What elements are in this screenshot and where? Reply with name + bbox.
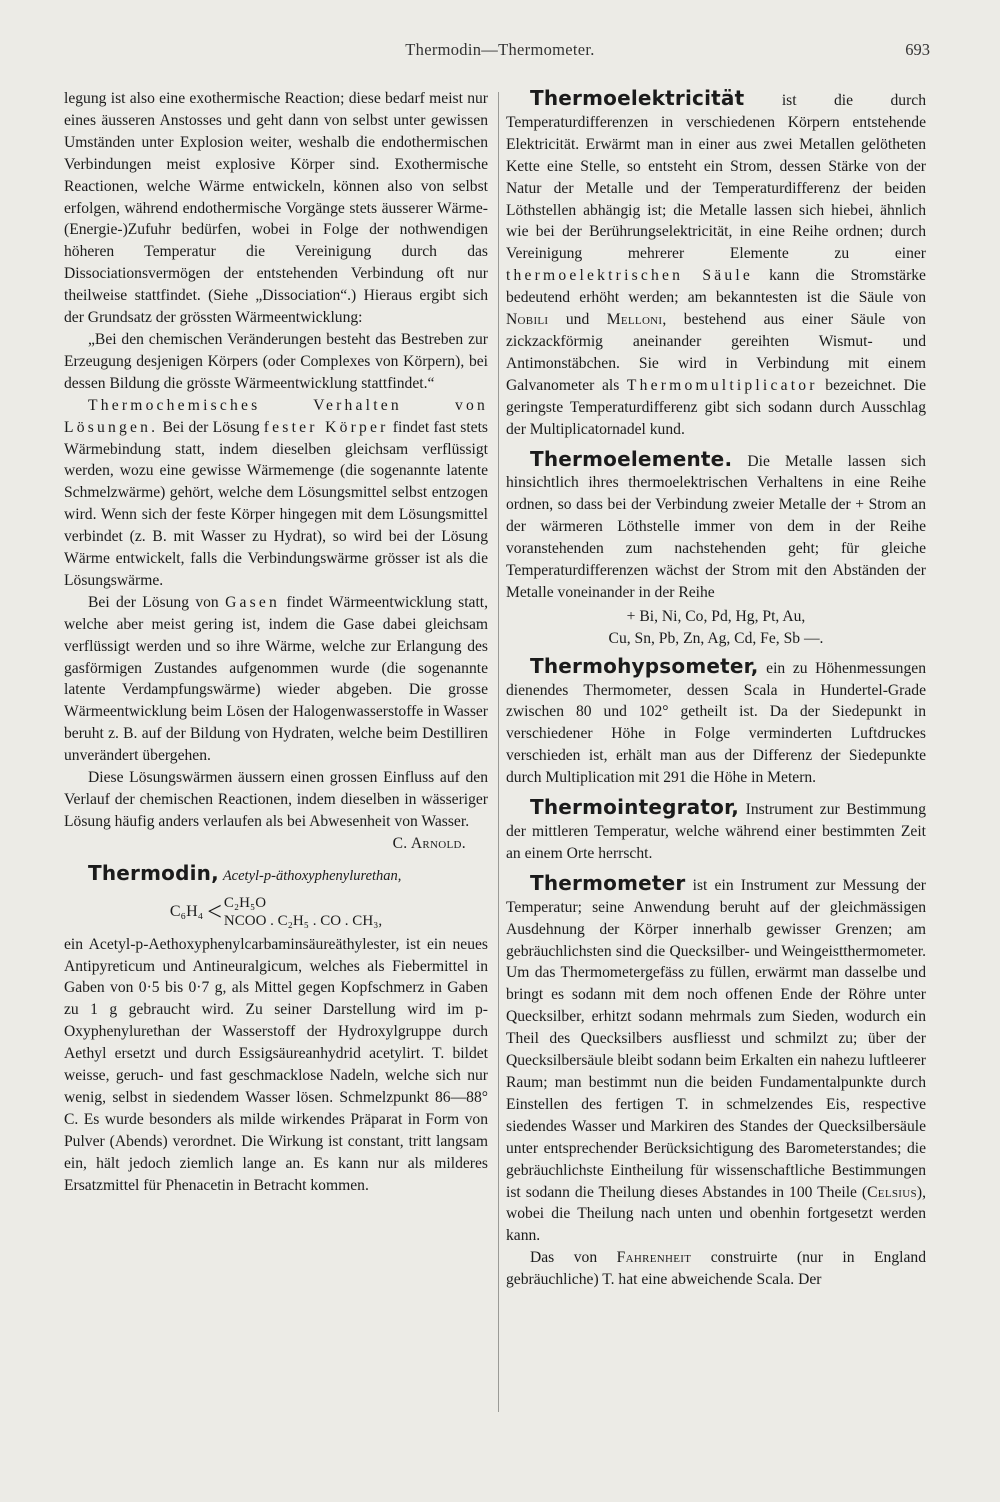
page-header [0, 40, 1000, 64]
paragraph-solution-heats: Diese Lösungswärmen äussern einen grossen Einfluss auf den Verlauf der chemischen Reactionen, indem dieselben in wässeriger Lösung häufig anders verlaufen als bei Abwesenheit von Wasser. [64, 769, 488, 830]
right-column [506, 88, 926, 1291]
formula-top: C₂H₅O [223, 894, 267, 911]
paragraph-thermodin: ein Acetyl-p-Aethoxyphenylcarbaminsäureäthylester, ist ein neues Antipyreticum und Antineuralgicum, welches als Fiebermittel in Gaben von 0·5 bis 0·7 g, als Mittel gegen Kopfschmerz in Gaben zu 1 g gebraucht wird. Zu seiner Darstellung wird im p-Oxyphenylurethan der Wasserstoff der Hydroxylgruppe durch Aethyl ersetzt und durch Essigsäureanhydrid acetylirt. T. bildet weisse, geruch- und fast geschmacklose Nadeln, welche sich nur wenig, selbst in siedendem Wasser lösen. Schmelzpunkt 86—88° C. Es wurde besonders als milde wirkendes Präparat in Form von Pulver (Abends) verordnet. Die Wirkung ist constant, tritt langsam ein, hält jedoch ziemlich lange an. Es kann nur als milderes Ersatzmittel für Phenacetin in Betracht kommen. [64, 935, 488, 1194]
paragraph-gases: Bei der Lösung von Gasen findet Wärmeentwicklung statt, welche aber meist gering ist, indem die Gase dabei gleichsam verflüssigt werden und so ihre Wärme, welche zur Erlangung des gasförmigen Zustandes aufgenommen wurde (die sogenannte latente Verdampfungswärme) wieder abgeben. Die grosse Wärmeentwicklung beim Lösen der Halogenwasserstoffe in Wasser beruht z. B. auf der Bildung von Hydraten, welche beim Destilliren unverändert übergehen. [64, 593, 489, 765]
column-divider [498, 92, 499, 1412]
name-fahrenheit: Fahrenheit [616, 1249, 692, 1267]
name-melloni: Melloni [606, 311, 663, 329]
headword-thermointegrator: Thermointegrator, [530, 795, 740, 820]
formula-branch: < [207, 896, 222, 926]
series-line-2: Cu, Sn, Pb, Zn, Ag, Cd, Fe, Sb —. [608, 629, 824, 647]
entry-thermometer: Thermometer ist ein Instrument zur Messung der Temperatur; seine Anwendung beruht auf der gleichmässigen Ausdehnung der Körper innerhalb gewisser Grenzen; am gebräuchlichsten sind die Quecksilber- und Weingeistthermometer. Um das Thermometergefäss zu füllen, erwärmt man dasselbe und bringt es sodann mit dem noch offenen Ende der Röhre unter Quecksilber, erhitzt sodann mehrmals zum Sieden, wodurch ein Theil des Quecksilbers ausfliesst und schmilzt zu; über der Quecksilbersäule bleibt sodann beim Erkalten ein nahezu luftleerer Raum; man bestimmt nun die beiden Fundamentalpunkte durch Einstellen des fertigen T. in schmelzendes Eis, respective siedendes Wasser und Markiren des Standes der Quecksilbersäule unter entsprechender Berücksichtigung des Barometerstandes; die gebräuchlichste Eintheilung für wissenschaftliche Bestimmungen ist sodann die Theilung dieses Abstandes in 100 Theile (Celsius), wobei die Theilung nach unten und obenhin fortgesetzt werden kann. [506, 870, 926, 1245]
thermoelectric-series [506, 606, 926, 650]
series-line-1: + Bi, Ni, Co, Pd, Hg, Pt, Au, [626, 607, 806, 625]
entry-thermoelektricitaet: Thermoelektricität ist die durch Temperaturdifferenzen in verschiedenen Körpern entstehende Elektricität. Erwärmt man in einer aus zwei Metallen gelötheten Kette eine Stelle, so entsteht ein Strom, dessen Stärke von der Natur der Metalle und der Temperaturdifferenz der beiden Löthstellen abhängig ist; die Metalle lassen sich hiebei, ähnlich wie bei der Berührungselektricität, in eine Reihe ordnen; durch Vereinigung mehrerer Elemente zu einer thermoelektrischen Säule kann die Stromstärke bedeutend erhöht werden; am bekanntesten ist die Säule von Nobili und Melloni, bestehend aus einer Säule von zickzackförmig aneinander gereihten Wismut- und Antimonstäbchen. Sie wird in Verbindung mit einem Galvanometer als Thermomultiplicator bezeichnet. Die geringste Temperaturdifferenz gibt sich sodann durch Ausschlag der Multiplicatornadel kund. [506, 86, 926, 438]
headword-thermoelektricitaet: Thermoelektricität [530, 86, 745, 110]
paragraph-fahrenheit: Das von Fahrenheit construirte (nur in England gebräuchliche) T. hat eine abweichende Scala. Der [506, 1249, 926, 1289]
thermodin-subtitle: Acetyl-p-äthoxyphenylurethan, [222, 867, 402, 884]
headword-thermodin: Thermodin, [88, 860, 219, 885]
headword-thermometer: Thermometer [530, 870, 686, 895]
formula-bottom: NCOO . C₂H₅ . CO . CH₃, [223, 912, 383, 929]
entry-thermointegrator: Thermointegrator, Instrument zur Bestimmung der mittleren Temperatur, welche während einer bestimmten Zeit an einem Orte herrscht. [506, 795, 926, 862]
entry-thermodin [64, 860, 488, 888]
left-column [64, 88, 488, 1197]
entry-thermohypsometer: Thermohypsometer, ein zu Höhenmessungen dienendes Thermometer, dessen Scala in Hundertel-Grade zwischen 80 und 102° getheilt ist. Da der Siedepunkt in verschiedener Höhe in Folge verminderten Luftdruckes verschieden ist, erhält man aus der Differenz der Siedepunkte durch Multiplication mit 291 die Höhe in Metern. [506, 653, 926, 787]
name-celsius: Celsius [867, 1183, 917, 1201]
paragraph-principle-quote: „Bei den chemischen Veränderungen besteht das Bestreben zur Erzeugung desjenigen Körpers (oder Complexes von Körpern), bei dessen Bildung die grösste Wärmeentwicklung stattfindet.“ [64, 330, 488, 392]
paragraph-exothermic: legung ist also eine exothermische Reaction; diese bedarf meist nur eines äusseren Anstosses und geht dann von selbst unter gewissen Umständen unter Explosion weiter, weshalb die endothermischen Verbindungen meist explosive Körper sind. Exothermische Reactionen, welche Wärme entwickeln, können also von selbst erfolgen, während endothermische Vorgänge stets äusserer Wärme-(Energie-)Zufuhr bedürfen, wobei in Folge der nothwendigen höheren Temperatur die Vereinigung durch das Dissociationsvermögen der entstehenden Verbindung oft nur theilweise stattfindet. (Siehe „Dissociation“.) Hieraus ergibt sich der Grundsatz der grössten Wärmeentwicklung: [64, 90, 488, 327]
name-nobili: Nobili [506, 311, 549, 329]
headword-thermohypsometer: Thermohypsometer, [530, 653, 759, 678]
entry-thermoelemente: Thermoelemente. Die Metalle lassen sich hinsichtlich ihres thermoelektrischen Verhaltens in eine Reihe ordnen, so dass bei der Verbindung zweier Metalle der + Strom an der wärmeren Löthstelle immer von dem in der Reihe voranstehenden zum nachstehenden geht; für gleiche Temperaturdifferenzen wächst der Strom mit den Abständen der Metalle voneinander in der Reihe [506, 446, 926, 601]
headword-thermoelemente: Thermoelemente. [530, 446, 733, 471]
spaced-heading-solutions: Thermochemisches Verhalten von Lösungen. [64, 396, 488, 436]
page-number: 693 [905, 40, 930, 59]
formula-base: C₆H₄ [169, 902, 204, 920]
running-title: Thermodin—Thermometer. [405, 40, 595, 59]
thermodin-formula [64, 894, 488, 930]
author-signature: C. Arnold. [392, 834, 466, 852]
paragraph-solutions: Thermochemisches Verhalten von Lösungen. Bei der Lösung fester Körper findet fast stets Wärmebindung statt, indem dieselben gleichsam verflüssigt werden, wozu eine gewisse Wärmemenge (die sogenannte latente Schmelzwärme) gehört, welche dem Lösungsmittel selbst entzogen wird. Wenn sich der feste Körper hingegen mit dem Lösungsmittel verbindet (z. B. mit Wasser zu Hydrat), so wird bei der Lösung Wärme entwickelt, falls die Verbindungswärme grösser ist als die Lösungswärme. [64, 396, 489, 589]
